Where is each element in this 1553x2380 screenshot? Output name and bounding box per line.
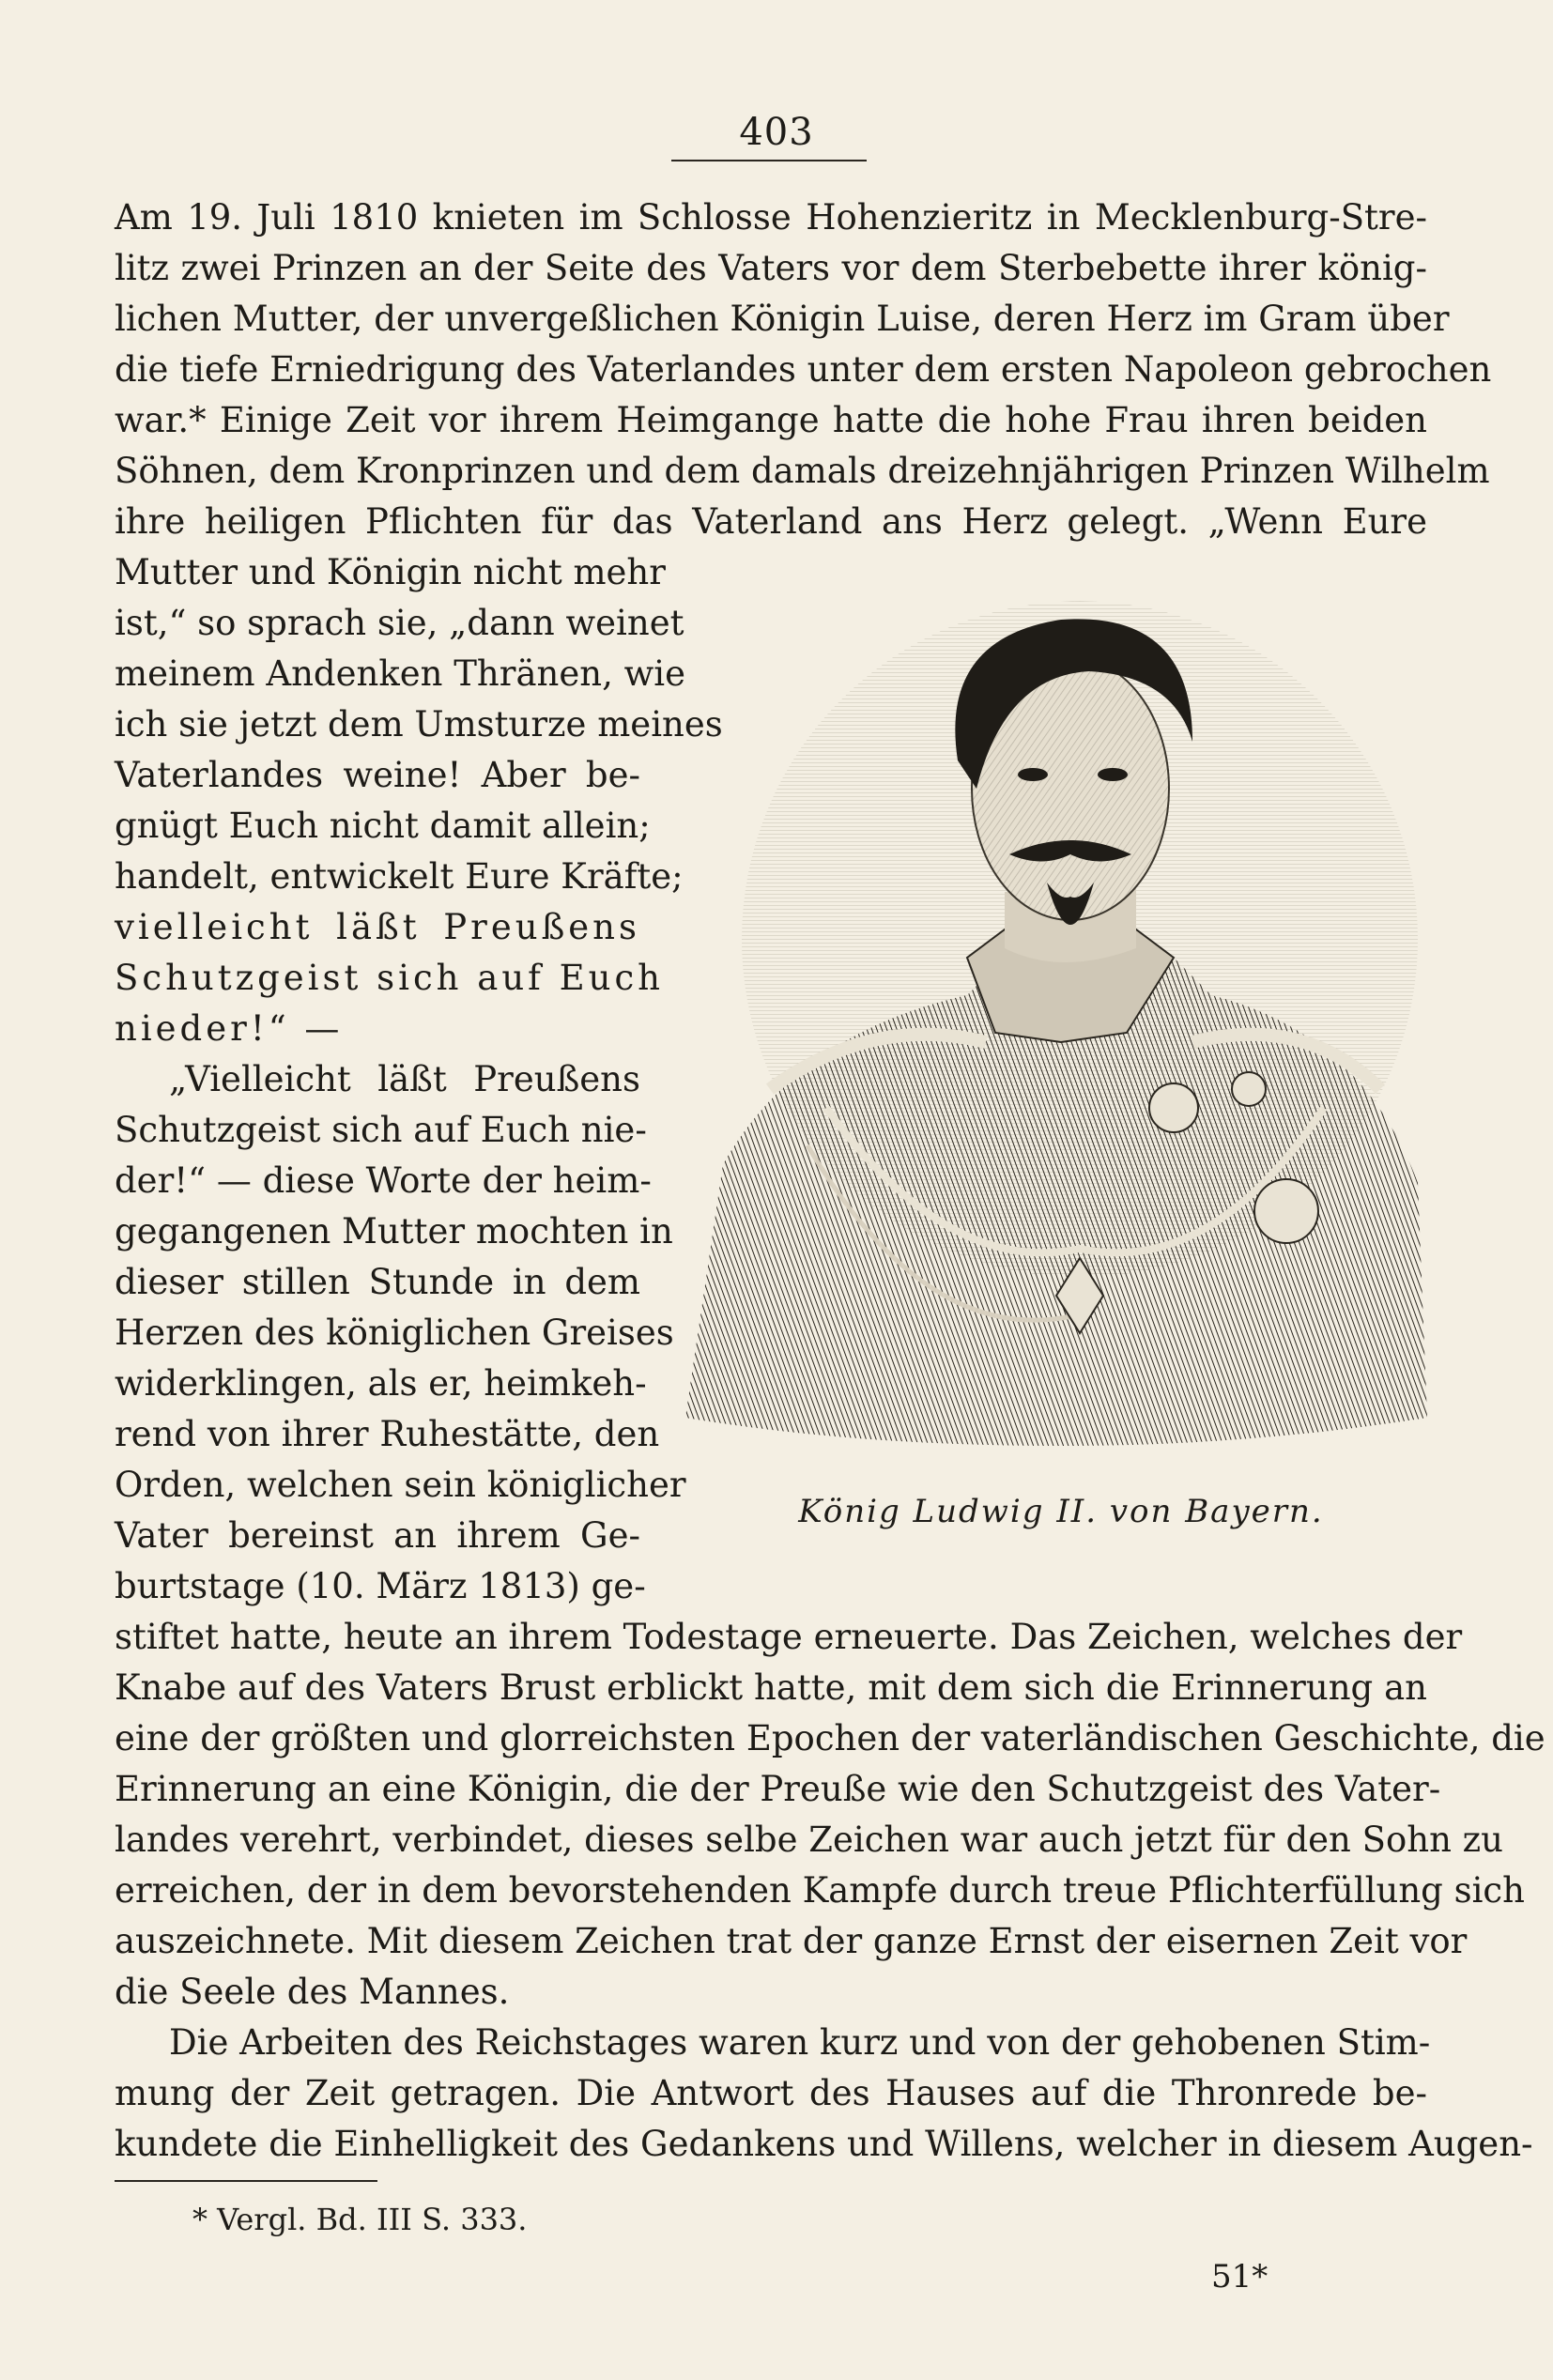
text-line: kundete die Einhelligkeit des Gedankens und Willens, welcher in diesem Augen- [115, 2124, 1533, 2164]
text-line: burtstage (10. März 1813) ge- [115, 1566, 646, 1606]
text-line: lichen Mutter, der unvergeßlichen Königin Luise, deren Herz im Gram über [115, 299, 1450, 339]
text-line: rend von ihrer Ruhestätte, den [115, 1414, 660, 1454]
text-line: landes verehrt, verbindet, dieses selbe Zeichen war auch jetzt für den Sohn zu [115, 1820, 1503, 1860]
text-line: gnügt Euch nicht damit allein; [115, 806, 651, 846]
text-line: Erinnerung an eine Königin, die der Preuße wie den Schutzgeist des Vater- [115, 1769, 1441, 1809]
text-line: nieder!“ — [115, 1008, 344, 1049]
footnote-rule [115, 2180, 377, 2182]
text-line: die Seele des Mannes. [115, 1972, 510, 2012]
text-line: Schutzgeist sich auf Euch nie- [115, 1110, 647, 1150]
text-line: Vaterlandes weine! Aber be- [115, 755, 640, 795]
text-line: war.* Einige Zeit vor ihrem Heimgange hatte die hohe Frau ihren beiden [115, 400, 1427, 440]
footnote: * Vergl. Bd. III S. 333. [192, 2202, 528, 2237]
text-line: Vater bereinst an ihrem Ge- [115, 1515, 640, 1556]
text-line: eine der größten und glorreichsten Epochen der vaterländischen Geschichte, die [115, 1718, 1545, 1758]
text-line: Mutter und Königin nicht mehr [115, 552, 666, 592]
text-line: Orden, welchen sein königlicher [115, 1465, 686, 1505]
text-line: Herzen des königlichen Greises [115, 1313, 674, 1353]
text-line: der!“ — diese Worte der heim- [115, 1160, 652, 1201]
figure-caption: König Ludwig II. von Bayern. [798, 1493, 1324, 1530]
text-line: ist,“ so sprach sie, „dann weinet [115, 603, 684, 643]
text-line: ich sie jetzt dem Umsturze meines [115, 704, 723, 745]
text-line: vielleicht läßt Preußens [115, 907, 640, 947]
text-line: die tiefe Erniedrigung des Vaterlandes unter dem ersten Napoleon gebrochen [115, 349, 1492, 390]
sheet-signature: 51* [1211, 2258, 1269, 2296]
text-line: auszeichnete. Mit diesem Zeichen trat der ganze Ernst der eisernen Zeit vor [115, 1921, 1468, 1961]
text-line: Knabe auf des Vaters Brust erblickt hatte, mit dem sich die Erinnerung an [115, 1667, 1427, 1708]
text-line: handelt, entwickelt Eure Kräfte; [115, 856, 684, 897]
header-rule [671, 160, 867, 161]
portrait-engraving [685, 601, 1427, 1465]
page-number: 403 [739, 111, 814, 154]
text-line: „Vielleicht läßt Preußens [169, 1059, 640, 1099]
text-line: Am 19. Juli 1810 knieten im Schlosse Hohenzieritz in Mecklenburg-Stre- [115, 197, 1427, 238]
text-line: ihre heiligen Pflichten für das Vaterland ans Herz gelegt. „Wenn Eure [115, 501, 1427, 542]
text-line: meinem Andenken Thränen, wie [115, 653, 685, 694]
text-line: erreichen, der in dem bevorstehenden Kampfe durch treue Pflichterfüllung sich [115, 1870, 1525, 1911]
text-line: Die Arbeiten des Reichstages waren kurz und von der gehobenen Stim- [169, 2022, 1431, 2063]
text-line: widerklingen, als er, heimkeh- [115, 1363, 647, 1404]
text-line: Söhnen, dem Kronprinzen und dem damals dreizehnjährigen Prinzen Wilhelm [115, 451, 1490, 491]
text-line: litz zwei Prinzen an der Seite des Vaters vor dem Sterbebette ihrer könig- [115, 248, 1427, 288]
text-line: gegangenen Mutter mochten in [115, 1211, 673, 1251]
text-line: mung der Zeit getragen. Die Antwort des Hauses auf die Thronrede be- [115, 2073, 1427, 2113]
text-line: Schutzgeist sich auf Euch [115, 958, 664, 998]
text-line: dieser stillen Stunde in dem [115, 1262, 640, 1302]
text-line: stiftet hatte, heute an ihrem Todestage erneuerte. Das Zeichen, welches der [115, 1617, 1463, 1657]
